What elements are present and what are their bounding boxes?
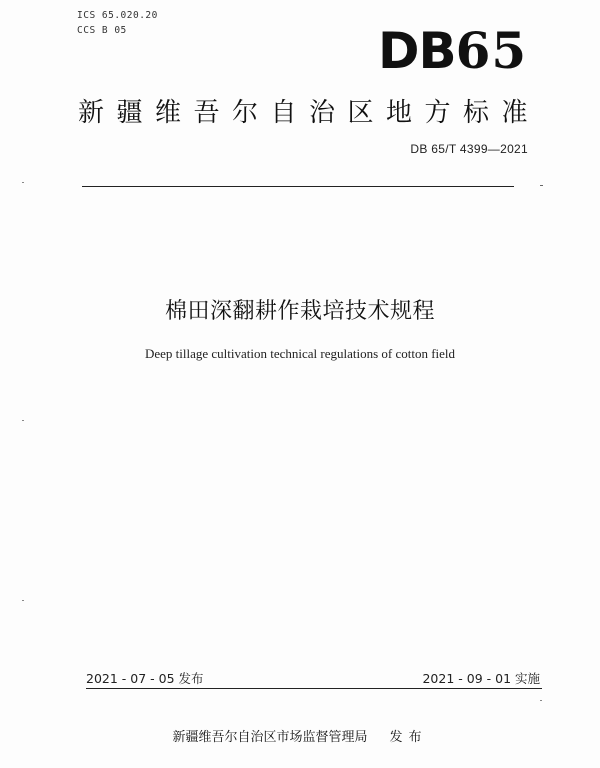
scan-speck <box>22 600 24 601</box>
document-title-chinese: 棉田深翻耕作栽培技术规程 <box>164 299 435 324</box>
logo-db: DB <box>378 22 456 80</box>
scan-speck <box>540 700 542 701</box>
bottom-divider <box>86 688 542 689</box>
ics-code: ICS 65.020.20 <box>77 10 158 21</box>
release-date: 2021 - 07 - 05 发布 <box>86 671 204 686</box>
top-divider-tail <box>540 185 543 186</box>
issuing-authority <box>0 726 600 745</box>
document-title-english: Deep tillage cultivation technical regulations of cotton field <box>144 346 456 361</box>
ccs-code: CCS B 05 <box>77 25 127 36</box>
logo-number: 65 <box>455 21 528 80</box>
effective-date: 2021 - 09 - 01 实施 <box>422 671 540 686</box>
scan-speck <box>22 182 24 183</box>
db65-logo <box>378 21 528 80</box>
scan-speck <box>22 420 24 421</box>
standard-number: DB 65/T 4399—2021 <box>410 142 528 156</box>
top-divider <box>82 186 514 187</box>
authority-name: 新疆维吾尔自治区市场监督管理局 <box>172 730 368 745</box>
issuer-title: 新疆维吾尔自治区地方标准 <box>78 98 541 128</box>
authority-action: 发布 <box>389 730 428 745</box>
